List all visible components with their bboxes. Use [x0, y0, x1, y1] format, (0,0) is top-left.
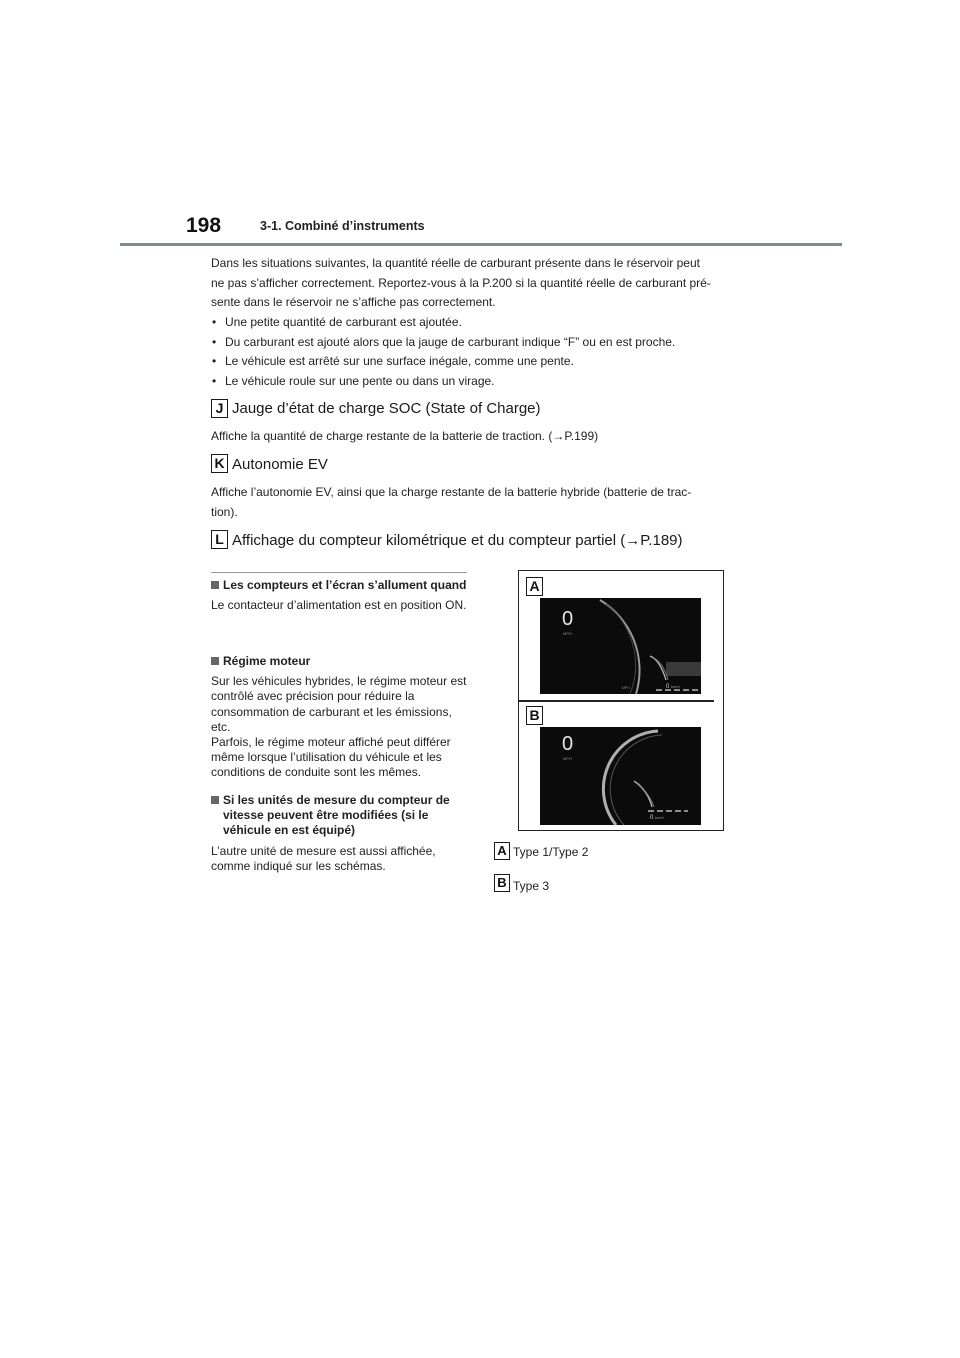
speed-unit: MPH — [563, 631, 572, 636]
speedometer-screen-type1-2 — [540, 598, 701, 694]
header-rule — [120, 243, 842, 246]
note-counters-on — [211, 578, 469, 613]
legend-badge-a: A — [494, 842, 510, 860]
intro-line: ne pas s’afficher correctement. Reportez-vous à la P.200 si la quantité réelle de carburant pré- — [211, 275, 711, 290]
letter-badge-j: J — [211, 399, 228, 418]
entry-desc-k — [211, 483, 771, 522]
legend-label-a: Type 1/Type 2 — [513, 845, 589, 859]
figure-badge-b: B — [526, 706, 543, 725]
entry-title-k: Autonomie EV — [232, 456, 328, 473]
sub-speed-unit: km/h — [671, 684, 680, 689]
legend-label-b: Type 3 — [513, 879, 550, 893]
note-title: Régime moteur — [211, 654, 469, 669]
note-engine-speed — [211, 654, 469, 781]
letter-badge-k: K — [211, 454, 228, 473]
note-body: Sur les véhicules hybrides, le régime moteur est contrôlé avec précision pour réduire la consommation de carburant et les émissions, etc. — [211, 674, 467, 734]
entry-title-l: Affichage du compteur kilométrique et du compteur partiel (→P.189) — [232, 532, 683, 549]
note-body: Le contacteur d’alimentation est en position ON. — [211, 598, 467, 613]
note-title: Si les unités de mesure du compteur de vitesse peuvent être modifiées (si le véhicule en est équipé) — [211, 793, 469, 839]
note-speed-units — [211, 793, 469, 874]
speedometer-graphic — [540, 727, 701, 825]
sub-speed-value: 0 — [650, 815, 654, 821]
section-title: 3-1. Combiné d’instruments — [260, 219, 425, 233]
speedometer-screen-type3 — [540, 727, 701, 825]
page-number: 198 — [186, 214, 222, 237]
speedometer-graphic — [540, 598, 701, 694]
legend-badge-b: B — [494, 874, 510, 892]
figure-divider — [518, 700, 714, 702]
intro-paragraph — [211, 254, 771, 313]
figure-badge-a: A — [526, 577, 543, 596]
intro-line: sente dans le réservoir ne s’affiche pas correctement. — [211, 295, 496, 310]
bullet-item: • Le véhicule roule sur une pente ou dans un virage. — [211, 372, 771, 392]
speed-value: 0 — [562, 608, 574, 630]
sub-speed-value: 0 — [666, 684, 670, 690]
speed-unit-small: MPH — [622, 686, 630, 690]
letter-badge-l: L — [211, 530, 228, 549]
entry-desc-line: tion). — [211, 504, 238, 519]
note-body: L’autre unité de mesure est aussi affichée, comme indiqué sur les schémas. — [211, 843, 436, 873]
notes-rule — [211, 572, 467, 573]
entry-desc-line: Affiche l’autonomie EV, ainsi que la charge restante de la batterie hybride (batterie de trac- — [211, 485, 692, 499]
bullet-list — [211, 313, 771, 391]
entry-title-j: Jauge d’état de charge SOC (State of Charge) — [232, 400, 541, 417]
bullet-item: • Une petite quantité de carburant est ajoutée. — [211, 313, 771, 333]
entry-desc-j: Affiche la quantité de charge restante de la batterie de traction. (→P.199) — [211, 429, 599, 443]
intro-line: Dans les situations suivantes, la quantité réelle de carburant présente dans le réservoir peut — [211, 256, 700, 270]
speed-unit: MPH — [563, 756, 572, 761]
note-title: Les compteurs et l’écran s’allument quand — [211, 578, 469, 593]
bullet-item: • Le véhicule est arrêté sur une surface inégale, comme une pente. — [211, 352, 771, 372]
note-body: Parfois, le régime moteur affiché peut différer même lorsque l’utilisation du véhicule et les conditions de conduite sont les mêmes. — [211, 735, 451, 780]
bullet-item: • Du carburant est ajouté alors que la jauge de carburant indique “F” ou en est proche. — [211, 333, 771, 353]
speed-value: 0 — [562, 733, 574, 755]
sub-speed-unit: km/h — [655, 815, 664, 820]
